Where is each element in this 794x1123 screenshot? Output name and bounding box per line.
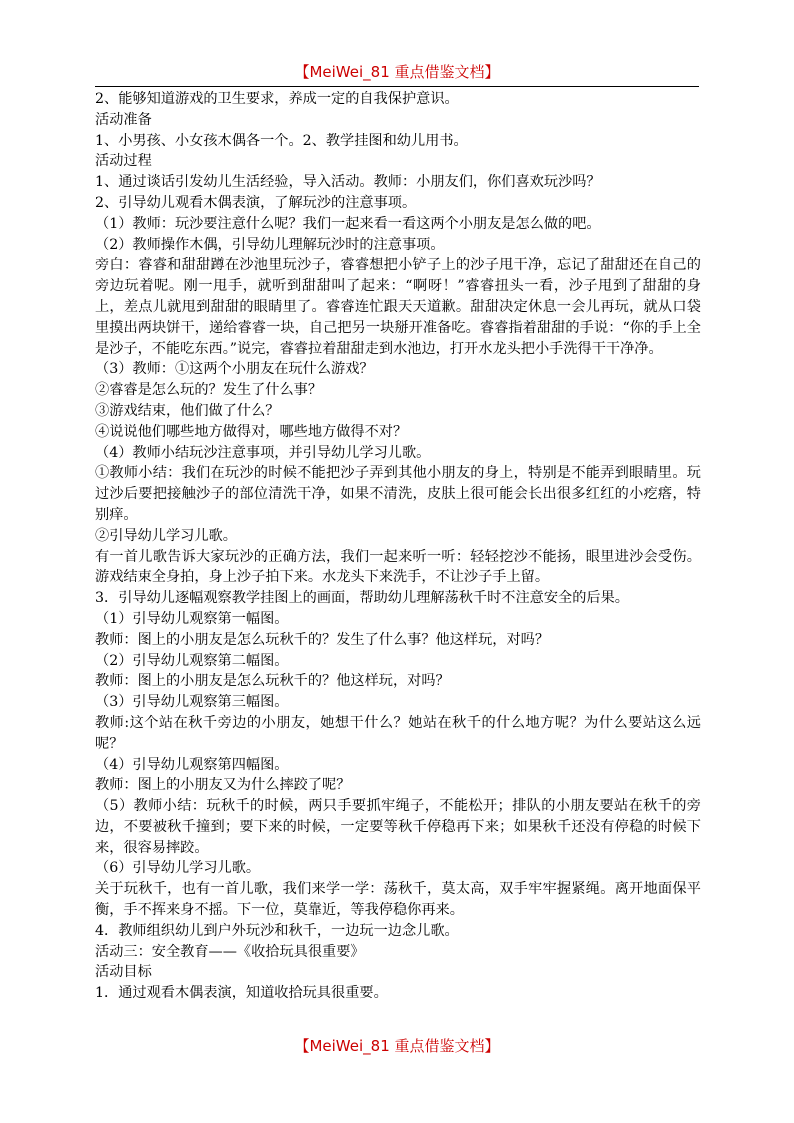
body-paragraph: （5）教师小结：玩秋千的时候，两只手要抓牢绳子，不能松开；排队的小朋友要站在秋千的旁边，不要被秋千撞到；要下来的时候，一定要等秋千停稳再下来；如果秋千还没有停稳的时候下来，很容易摔跤。	[95, 798, 701, 856]
body-paragraph: 教师：图上的小朋友又为什么摔跤了呢？	[95, 777, 351, 794]
body-paragraph: 教师：图上的小朋友是怎么玩秋千的？发生了什么事？他这样玩，对吗？	[95, 631, 550, 648]
body-paragraph: 1．通过观看木偶表演，知道收拾玩具很重要。	[95, 985, 388, 1002]
body-paragraph: （4）教师小结玩沙注意事项，并引导幼儿学习儿歌。	[95, 444, 431, 461]
header-divider	[95, 86, 699, 87]
body-paragraph: ①教师小结：我们在玩沙的时候不能把沙子弄到其他小朋友的身上，特别是不能弄到眼睛里。玩过沙后要把接触沙子的部位清洗干净，如果不清洗，皮肤上很可能会长出很多红红的小疙瘩，特别痒。	[95, 465, 701, 523]
body-paragraph: 2、引导幼儿观看木偶表演，了解玩沙的注意事项。	[95, 194, 417, 211]
body-paragraph: （1）引导幼儿观察第一幅图。	[95, 610, 289, 627]
body-paragraph: ②引导幼儿学习儿歌。	[95, 527, 237, 544]
section-heading: 活动准备	[95, 111, 152, 128]
body-paragraph: 1、小男孩、小女孩木偶各一个。2、教学挂图和幼儿用书。	[95, 132, 468, 149]
body-paragraph: 4．教师组织幼儿到户外玩沙和秋千，一边玩一边念儿歌。	[95, 922, 459, 939]
body-paragraph: 2、能够知道游戏的卫生要求，养成一定的自我保护意识。	[95, 91, 459, 107]
body-paragraph: 教师:这个站在秋千旁边的小朋友，她想干什么？她站在秋千的什么地方呢？为什么要站这么远呢？	[95, 714, 701, 752]
body-paragraph: 1、通过谈话引发幼儿生活经验，导入活动。教师：小朋友们，你们喜欢玩沙吗？	[95, 174, 601, 191]
body-paragraph: （6）引导幼儿学习儿歌。	[95, 860, 261, 877]
page-header: 【MeiWei_81 重点借鉴文档】	[294, 63, 500, 81]
body-paragraph: 3．引导幼儿逐幅观察教学挂图上的画面，帮助幼儿理解荡秋千时不注意安全的后果。	[95, 590, 629, 607]
body-paragraph: （2）引导幼儿观察第二幅图。	[95, 652, 289, 669]
body-paragraph: 关于玩秋千，也有一首儿歌，我们来学一学：荡秋千，莫太高，双手牢牢握紧绳。离开地面保平衡，手不挥来身不摇。下一位，莫靠近，等我停稳你再来。	[95, 881, 701, 919]
body-paragraph: ③游戏结束，他们做了什么？	[95, 402, 280, 419]
body-paragraph: （1）教师：玩沙要注意什么呢？我们一起来看一看这两个小朋友是怎么做的吧。	[95, 215, 601, 232]
body-paragraph: 教师：图上的小朋友是怎么玩秋千的？他这样玩，对吗？	[95, 673, 450, 690]
section-heading: 活动过程	[95, 153, 152, 170]
body-paragraph: ②睿睿是怎么玩的？发生了什么事？	[95, 382, 323, 399]
section-heading: 活动三：安全教育——《收拾玩具很重要》	[95, 943, 365, 960]
body-paragraph: 有一首儿歌告诉大家玩沙的正确方法，我们一起来听一听：轻轻挖沙不能扬，眼里进沙会受伤。游戏结束全身拍，身上沙子拍下来。水龙头下来洗手，不让沙子手上留。	[95, 548, 701, 586]
body-paragraph: （3）引导幼儿观察第三幅图。	[95, 694, 289, 711]
document-body	[95, 89, 701, 1004]
body-paragraph: ④说说他们哪些地方做得对，哪些地方做得不对？	[95, 423, 408, 440]
body-paragraph: （2）教师操作木偶，引导幼儿理解玩沙时的注意事项。	[95, 236, 445, 253]
page-footer: 【MeiWei_81 重点借鉴文档】	[294, 1037, 500, 1055]
body-paragraph: （4）引导幼儿观察第四幅图。	[95, 756, 289, 773]
body-paragraph: （3）教师：①这两个小朋友在玩什么游戏？	[95, 361, 374, 378]
body-paragraph: 旁白：睿睿和甜甜蹲在沙池里玩沙子，睿睿想把小铲子上的沙子甩干净，忘记了甜甜还在自己的旁边玩着呢。刚一甩手，就听到甜甜叫了起来：“啊呀！”睿睿扭头一看，沙子甩到了甜甜的身上，差点儿就甩到甜甜的眼睛里了。睿睿连忙跟天天道歉。甜甜决定休息一会儿再玩，就从口袋里摸出两块饼干，递给睿睿一块，自己把另一块掰开准备吃。睿睿指着甜甜的手说：“你的手上全是沙子，不能吃东西。”说完，睿睿拉着甜甜走到水池边，打开水龙头把小手洗得干干净净。	[95, 257, 701, 357]
section-heading: 活动目标	[95, 964, 152, 981]
